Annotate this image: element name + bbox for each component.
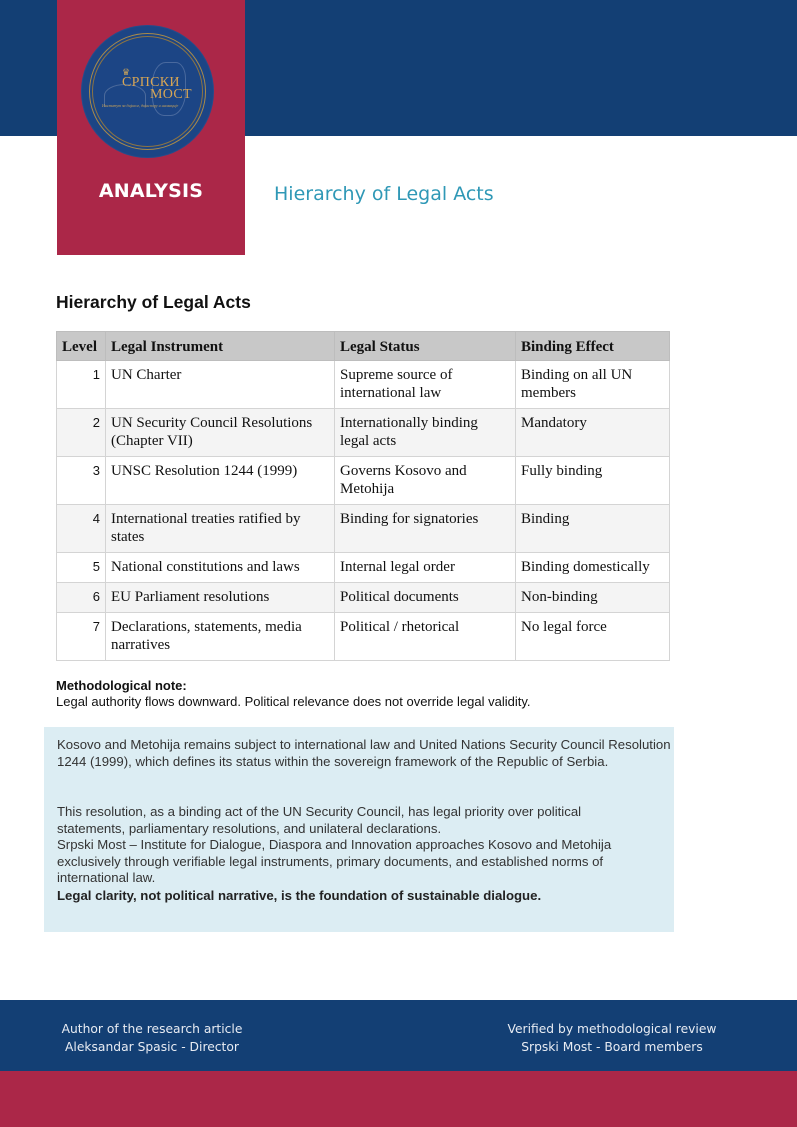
footer-author xyxy=(46,1020,258,1056)
cell-status: Internal legal order xyxy=(335,553,516,583)
cell-instrument: UN Charter xyxy=(106,361,335,409)
cell-level: 2 xyxy=(57,409,106,457)
cell-effect: Binding domestically xyxy=(516,553,670,583)
cell-status: Internationally binding legal acts xyxy=(335,409,516,457)
crown-icon: ♛ xyxy=(122,67,131,77)
table-row xyxy=(57,553,670,583)
cell-instrument: National constitutions and laws xyxy=(106,553,335,583)
table-row xyxy=(57,613,670,661)
cell-effect: Fully binding xyxy=(516,457,670,505)
column-header-status: Legal Status xyxy=(335,332,516,361)
table-row xyxy=(57,409,670,457)
cell-effect: Binding on all UN members xyxy=(516,361,670,409)
category-label: ANALYSIS xyxy=(98,180,204,202)
cell-instrument: EU Parliament resolutions xyxy=(106,583,335,613)
table-row xyxy=(57,361,670,409)
cell-effect: Binding xyxy=(516,505,670,553)
methodological-note-text: Legal authority flows downward. Political relevance does not override legal validity. xyxy=(56,694,531,709)
cell-status: Political documents xyxy=(335,583,516,613)
cell-level: 1 xyxy=(57,361,106,409)
document-title: Hierarchy of Legal Acts xyxy=(274,183,494,205)
cell-status: Political / rhetorical xyxy=(335,613,516,661)
column-header-level: Level xyxy=(57,332,106,361)
column-header-instrument: Legal Instrument xyxy=(106,332,335,361)
table-row xyxy=(57,457,670,505)
summary-box xyxy=(44,727,674,932)
summary-paragraph-1: Kosovo and Metohija remains subject to international law and United Nations Security Council Resolution 1244 (1999), which defines its status within the sovereign framework of the Republic of Serbia. xyxy=(57,737,671,769)
section-heading: Hierarchy of Legal Acts xyxy=(56,292,251,312)
legal-hierarchy-table xyxy=(56,331,670,661)
cell-level: 7 xyxy=(57,613,106,661)
cell-effect: Non-binding xyxy=(516,583,670,613)
footer-author-label: Author of the research article xyxy=(61,1022,243,1036)
footer-reviewer xyxy=(498,1020,726,1056)
footer-stripe xyxy=(0,1071,797,1127)
summary-paragraph-2: This resolution, as a binding act of the UN Security Council, has legal priority over political statements, parliamentary resolutions, and unilateral declarations. Srpski Most – Institute for Dialogue, Diaspora and Innovation approaches Kosovo and Metohija exclusively through verifiable legal instruments, primary documents, and established norms of international law. xyxy=(57,804,612,885)
cell-status: Governs Kosovo and Metohija xyxy=(335,457,516,505)
cell-effect: No legal force xyxy=(516,613,670,661)
cell-instrument: UNSC Resolution 1244 (1999) xyxy=(106,457,335,505)
footer-author-name: Aleksandar Spasic - Director xyxy=(65,1040,239,1054)
table-header-row xyxy=(57,332,670,361)
cell-status: Supreme source of international law xyxy=(335,361,516,409)
table-row xyxy=(57,505,670,553)
logo-name-line1: СРПСКИ xyxy=(122,75,180,90)
cell-status: Binding for signatories xyxy=(335,505,516,553)
footer-reviewer-name: Srpski Most - Board members xyxy=(521,1040,703,1054)
cell-level: 3 xyxy=(57,457,106,505)
column-header-effect: Binding Effect xyxy=(516,332,670,361)
methodological-note-title: Methodological note: xyxy=(56,678,187,693)
cell-effect: Mandatory xyxy=(516,409,670,457)
cell-level: 5 xyxy=(57,553,106,583)
cell-instrument: UN Security Council Resolutions (Chapter VII) xyxy=(106,409,335,457)
cell-instrument: International treaties ratified by states xyxy=(106,505,335,553)
table-row xyxy=(57,583,670,613)
logo-tagline: Институт за дијалог, дијаспору и иновације xyxy=(102,103,179,108)
logo-name-line2: МОСТ xyxy=(150,87,192,102)
cell-level: 6 xyxy=(57,583,106,613)
footer-reviewer-label: Verified by methodological review xyxy=(507,1022,717,1036)
cell-level: 4 xyxy=(57,505,106,553)
summary-conclusion: Legal clarity, not political narrative, is the foundation of sustainable dialogue. xyxy=(57,888,542,903)
cell-instrument: Declarations, statements, media narratives xyxy=(106,613,335,661)
srpski-most-logo xyxy=(82,26,213,157)
